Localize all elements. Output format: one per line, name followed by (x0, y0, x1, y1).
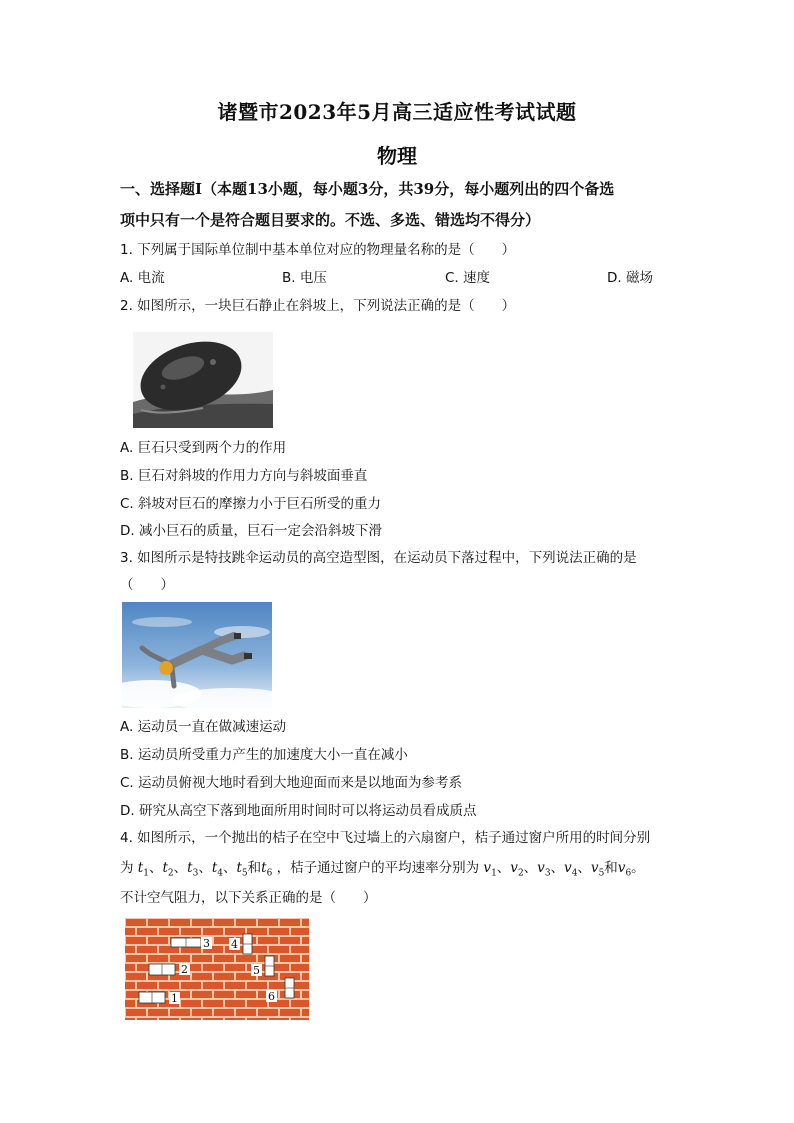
brick (148, 1009, 168, 1016)
q2-option-d: D. 减小巨石的质量，巨石一定会沿斜坡下滑 (120, 523, 382, 539)
q3-stem: 3. 如图所示是特技跳伞运动员的高空造型图，在运动员下落过程中，下列说法正确的是 (120, 550, 637, 566)
section-line-1: 一、选择题Ⅰ（本题13小题，每小题3分，共39分，每小题列出的四个备选 (120, 180, 615, 198)
t-symbol-3: $t_3$ (187, 860, 199, 879)
brick (192, 919, 212, 926)
brick (302, 937, 309, 944)
brick (291, 946, 309, 953)
q1-option-b: B. 电压 (282, 270, 327, 286)
brick (236, 955, 256, 962)
page-title: 诸暨市2023年5月高三适应性考试试题 (217, 100, 577, 124)
brick (302, 955, 309, 962)
window-label: 5 (253, 964, 260, 977)
q4-line-3: 不计空气阻力，以下关系正确的是（ ） (120, 890, 377, 906)
brick (170, 919, 190, 926)
brick (126, 955, 146, 962)
q3-option-d: D. 研究从高空下落到地面所用时间时可以将运动员看成质点 (120, 803, 477, 819)
v-symbol-list: $v_1$、$v_2$、$v_3$、$v_4$、$v_5$和$v_6$。 (483, 860, 645, 879)
brick (170, 955, 190, 962)
v-symbol-1: $v_1$ (483, 860, 497, 879)
window-label: 6 (268, 990, 275, 1003)
brick (225, 1018, 245, 1020)
q1-stem: 1. 下列属于国际单位制中基本单位对应的物理量名称的是（ ） (120, 242, 516, 258)
brick (192, 955, 212, 962)
brick (258, 1009, 278, 1016)
brick (302, 991, 309, 998)
brick (236, 919, 256, 926)
brick (258, 937, 278, 944)
window-label: 1 (171, 992, 178, 1005)
brick (258, 919, 278, 926)
brick (203, 1018, 223, 1020)
window-label: 2 (181, 963, 188, 976)
brick (192, 973, 212, 980)
brick (302, 919, 309, 926)
section-heading (120, 174, 680, 236)
v-symbol-2: $v_2$ (510, 860, 524, 879)
brick (137, 982, 157, 989)
brick (148, 937, 168, 944)
q3-option-c: C. 运动员俯视大地时看到大地迎面而来是以地面为参考系 (120, 775, 463, 791)
brick (203, 928, 223, 935)
brick (126, 919, 146, 926)
brick (192, 991, 212, 998)
t-symbol-list: $t_1$、$t_2$、$t_3$、$t_4$、$t_5$和$t_6$ (137, 860, 273, 879)
t-symbol-1: $t_1$ (137, 860, 149, 879)
brick (126, 937, 146, 944)
brick (125, 1000, 135, 1007)
brick (291, 1000, 309, 1007)
skydiver-figure (122, 602, 272, 708)
brick (181, 1018, 201, 1020)
q4-stem: 4. 如图所示，一个抛出的桔子在空中飞过墙上的六扇窗户，桔子通过窗户所用的时间分别 (120, 830, 651, 846)
t-symbol-2: $t_2$ (162, 860, 174, 879)
brick (280, 919, 300, 926)
t-symbol-5: $t_5$ (236, 860, 248, 879)
v-symbol-3: $v_3$ (537, 860, 551, 879)
brick (137, 1018, 157, 1020)
q2-stem: 2. 如图所示，一块巨石静止在斜坡上，下列说法正确的是（ ） (120, 298, 516, 314)
q3-option-a: A. 运动员一直在做减速运动 (120, 719, 287, 735)
brick (302, 1009, 309, 1016)
q3-option-b: B. 运动员所受重力产生的加速度大小一直在减小 (120, 747, 408, 763)
q3-stem-paren: （ ） (120, 577, 174, 593)
brick (214, 1009, 234, 1016)
brick (214, 991, 234, 998)
brick (203, 964, 223, 971)
brick (159, 1018, 179, 1020)
brick (280, 937, 300, 944)
q2-option-a: A. 巨石只受到两个力的作用 (120, 440, 287, 456)
v-symbol-4: $v_4$ (564, 860, 578, 879)
brick-wall-figure (125, 918, 309, 1020)
brick (137, 928, 157, 935)
brick (125, 1018, 135, 1020)
brick (247, 1018, 267, 1020)
brick (291, 928, 309, 935)
brick (247, 1000, 267, 1007)
boulder-figure (133, 332, 273, 428)
brick (236, 991, 256, 998)
brick (181, 928, 201, 935)
brick (148, 919, 168, 926)
window-label: 4 (231, 938, 238, 951)
brick (214, 919, 234, 926)
brick (280, 955, 300, 962)
brick (247, 982, 267, 989)
brick (125, 928, 135, 935)
window-2 (149, 963, 190, 976)
brick (203, 982, 223, 989)
brick (125, 946, 135, 953)
t-symbol-4: $t_4$ (211, 860, 223, 879)
t-symbol-6: $t_6$ (261, 860, 273, 879)
brick (148, 955, 168, 962)
q1-option-a: A. 电流 (120, 270, 165, 286)
brick (291, 1018, 309, 1020)
brick (269, 946, 289, 953)
brick (137, 946, 157, 953)
v-symbol-6: $v_6$ (617, 860, 632, 879)
brick (126, 973, 146, 980)
brick (214, 973, 234, 980)
brick (170, 1009, 190, 1016)
v-symbol-5: $v_5$ (590, 860, 605, 879)
brick (181, 1000, 201, 1007)
brick (125, 982, 135, 989)
brick (125, 964, 135, 971)
section-line-2: 项中只有一个是符合题目要求的。不选、多选、错选均不得分） (120, 211, 541, 229)
brick (225, 928, 245, 935)
brick (192, 1009, 212, 1016)
brick (159, 928, 179, 935)
brick (225, 964, 245, 971)
brick (302, 973, 309, 980)
brick (159, 982, 179, 989)
window-1 (139, 992, 180, 1005)
q4-line-2: 为 $t_1$、$t_2$、$t_3$、$t_4$、$t_5$和$t_6$ ，桔子通过窗户的平均速率分别为 $v_1$、$v_2$、$v_3$、$v_4$、$v_5$和$v_6$。 (120, 860, 645, 879)
brick (280, 1009, 300, 1016)
brick (269, 928, 289, 935)
brick (236, 1009, 256, 1016)
brick (203, 1000, 223, 1007)
q1-option-d: D. 磁场 (607, 270, 653, 286)
brick (225, 1000, 245, 1007)
q2-option-b: B. 巨石对斜坡的作用力方向与斜坡面垂直 (120, 468, 368, 484)
subject-title: 物理 (377, 144, 417, 168)
brick (291, 964, 309, 971)
q1-option-c: C. 速度 (445, 270, 491, 286)
brick (225, 982, 245, 989)
brick (126, 1009, 146, 1016)
brick (214, 955, 234, 962)
q2-option-c: C. 斜坡对巨石的摩擦力小于巨石所受的重力 (120, 496, 382, 512)
brick (181, 982, 201, 989)
brick (269, 1018, 289, 1020)
window-label: 3 (203, 937, 210, 950)
